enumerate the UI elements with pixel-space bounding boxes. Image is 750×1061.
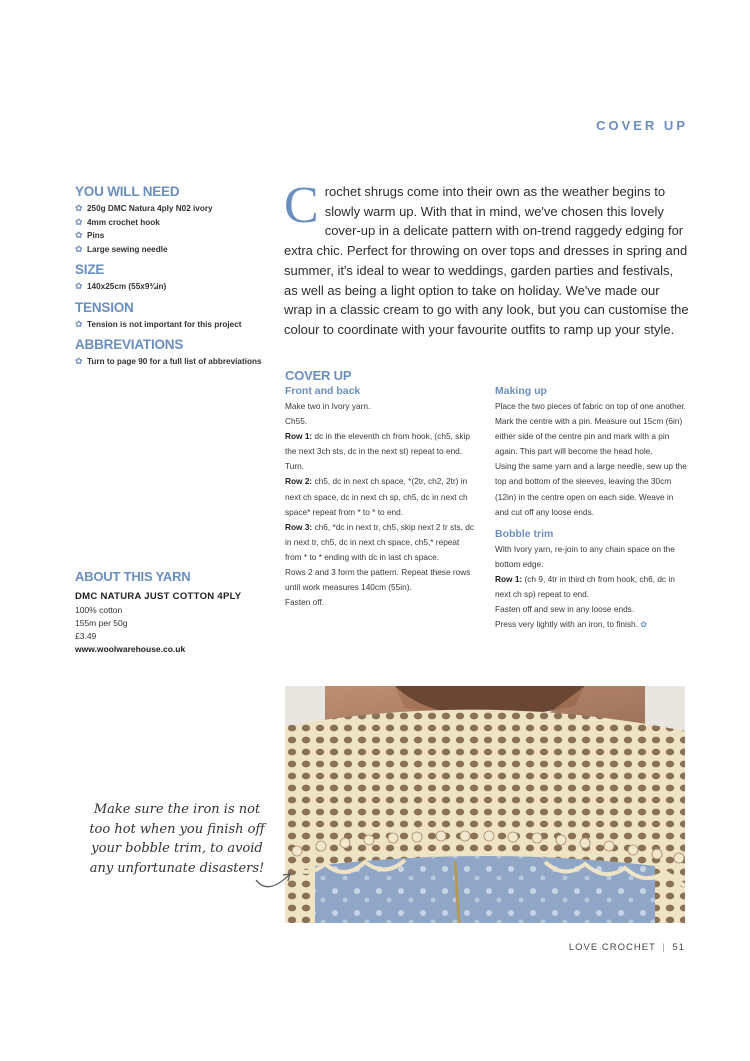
list-item — [75, 216, 275, 230]
row-label: Row 1: — [285, 431, 313, 442]
bobble-trim-heading: Bobble trim — [495, 527, 554, 540]
row-text: (ch 9, 4tr in third ch from hook, ch6, dc in next ch sp) repeat to end. — [495, 573, 675, 600]
instruction — [495, 572, 687, 602]
size-list — [75, 280, 275, 294]
row-label: Row 3: — [285, 521, 313, 532]
row-text: Press very lightly with an iron, to finish. — [495, 619, 638, 630]
drop-cap: C — [284, 177, 319, 234]
end-mark-icon: ✿ — [640, 620, 647, 630]
instruction — [285, 520, 475, 565]
instruction: With Ivory yarn, re-join to any chain space on the bottom edge. — [495, 543, 675, 569]
list-item — [75, 280, 275, 294]
size-title: SIZE — [75, 262, 105, 277]
yarn-price: £3.49 — [75, 631, 97, 641]
instruction: Fasten off. — [285, 597, 325, 608]
abbreviations-list — [75, 355, 275, 369]
flower-bullet-icon: ✿ — [75, 281, 83, 291]
materials-list — [75, 202, 275, 256]
flower-bullet-icon: ✿ — [75, 243, 83, 254]
pattern-column-2 — [495, 384, 687, 632]
intro-text: rochet shrugs come into their own as the weather begins to slowly warm up. With that in mind, we've chosen this lovely cover-up in a delicate pattern with on-trend raggedy edging for extra chic. Perfect for throwing on over tops and dresses in spring and summer, it's ideal to wear to weddings, garden parties and festivals, as well as being a light option to take on holiday. We've made our wrap in a classic cream to go with any look, but you can customise the colour to coordinate with your favourite outfits to ramp up your style. — [284, 184, 689, 337]
footer-separator: | — [662, 942, 666, 953]
instruction: Ch55. — [285, 416, 308, 427]
material-text: Large sewing needle — [87, 244, 168, 254]
section-tag: COVER UP — [596, 118, 688, 133]
instruction — [285, 474, 475, 519]
instruction: Place the two pieces of fabric on top of one another. Mark the centre with a pin. Measure out 15cm (6in) either side of the centre pin and mark with a pin again. This part will become the head hole. — [495, 401, 686, 457]
list-item — [75, 229, 275, 243]
instruction: Using the same yarn and a large needle, sew up the top and bottom of the sleeves, leaving the 30cm (12in) in the centre open on each side. Weave in and cut off any loose ends. — [495, 461, 687, 517]
front-back-heading: Front and back — [285, 385, 361, 397]
instruction: Make two in Ivory yarn. — [285, 401, 371, 411]
material-text: Pins — [87, 231, 105, 240]
row-text: dc in the eleventh ch from hook, (ch5, skip the next 3ch sts, dc in the next st) repeat to end. Turn. — [285, 431, 470, 472]
tension-title: TENSION — [75, 299, 134, 315]
flower-bullet-icon: ✿ — [75, 203, 83, 213]
yarn-length: 155m per 50g — [75, 618, 128, 628]
instruction: Rows 2 and 3 form the pattern. Repeat these rows until work measures 140cm (55in). — [285, 567, 471, 593]
tip-line: Make sure the iron is not — [93, 802, 261, 817]
material-text: 250g DMC Natura 4ply N02 ivory — [87, 204, 213, 213]
magazine-name: LOVE CROCHET — [568, 942, 656, 953]
tip-line: too hot when you finish off — [89, 821, 265, 837]
yarn-website-link[interactable]: www.woolwarehouse.co.uk — [75, 644, 186, 654]
about-yarn-panel — [75, 569, 275, 656]
yarn-fibre: 100% cotton — [75, 605, 123, 615]
tension-list — [75, 318, 275, 332]
flower-bullet-icon: ✿ — [75, 356, 83, 366]
flower-bullet-icon: ✿ — [75, 216, 83, 227]
abbreviations-title: ABBREVIATIONS — [75, 337, 184, 352]
making-up-heading: Making up — [495, 385, 547, 397]
instruction — [285, 429, 475, 474]
instruction — [495, 617, 687, 632]
page-number: 51 — [672, 942, 685, 953]
list-item — [75, 243, 275, 257]
abbreviations-value: Turn to page 90 for a full list of abbreviations — [87, 357, 262, 366]
about-yarn-title: ABOUT THIS YARN — [75, 569, 191, 584]
row-label: Row 1: — [495, 573, 523, 584]
intro-paragraph — [284, 177, 689, 340]
you-will-need-title: YOU WILL NEED — [75, 184, 180, 199]
list-item — [75, 318, 275, 332]
pattern-column-1 — [285, 384, 475, 610]
material-text: 4mm crochet hook — [87, 217, 160, 227]
row-label: Row 2: — [285, 476, 313, 487]
pattern-title: COVER UP — [285, 368, 352, 383]
flower-bullet-icon: ✿ — [75, 230, 83, 240]
row-text: ch6, *dc in next tr, ch5, skip next 2 tr sts, dc in next tr, ch5, dc in next ch space, ch5,* repeat from * to * ending with dc in last ch space. — [285, 521, 475, 562]
row-text: ch5, dc in next ch space, *(2tr, ch2, 2tr) in next ch space, dc in next ch sp, ch5, dc in next ch space* repeat from * to * to end. — [285, 476, 468, 517]
you-will-need-panel — [75, 184, 275, 369]
instruction: Fasten off and sew in any loose ends. — [495, 604, 635, 615]
shrug-photo — [285, 686, 685, 923]
flower-bullet-icon: ✿ — [75, 318, 83, 329]
list-item — [75, 355, 275, 369]
size-value: 140x25cm (55x9¾in) — [87, 282, 167, 291]
tension-value: Tension is not important for this project — [87, 319, 242, 329]
list-item — [75, 202, 275, 216]
yarn-name: DMC NATURA JUST COTTON 4PLY — [75, 591, 242, 602]
tip-line: your bobble trim, to avoid — [91, 841, 263, 856]
tip-arrow-icon — [250, 860, 300, 900]
shrug-photo-illustration — [285, 686, 685, 923]
page-footer — [560, 942, 685, 953]
tip-callout — [82, 800, 272, 878]
tip-line: any unfortunate disasters! — [89, 860, 265, 876]
